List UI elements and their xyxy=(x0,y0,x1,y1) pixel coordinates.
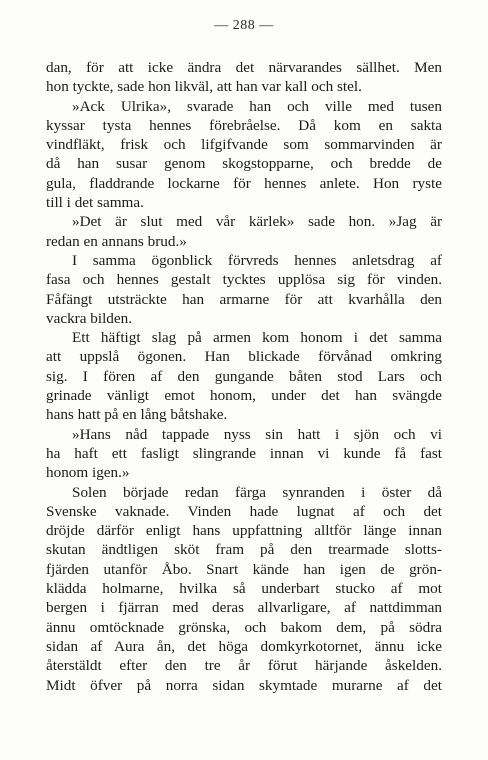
body-text xyxy=(46,58,442,695)
text-line: Svenske vaknade. Vinden hade lugnat af och det xyxy=(46,502,442,520)
text-line: återstäldt efter den tre år förut härjande åskelden. xyxy=(46,657,442,675)
text-line: Ett häftigt slag på armen kom honom i det samma xyxy=(72,329,442,347)
text-line: vackra bilden. xyxy=(46,309,133,327)
text-line: gula, fladdrande lockarne för hennes anlete. Hon ryste xyxy=(46,174,442,192)
text-line: sidan af Aura ån, det höga domkyrkotornet, ännu icke xyxy=(46,637,442,655)
text-line: klädda holmarne, hvilka så underbart stucko af mot xyxy=(46,580,442,598)
text-line: honom igen.» xyxy=(46,464,130,482)
text-line: fasa och hennes gestalt tycktes upplösa sig för vinden. xyxy=(46,271,442,289)
text-line: I samma ögonblick förvreds hennes anletsdrag af xyxy=(72,251,442,269)
text-line: Solen började redan färga synranden i öster då xyxy=(72,483,442,501)
text-line: »Hans nåd tappade nyss sin hatt i sjön och vi xyxy=(72,425,442,443)
text-line: »Ack Ulrika», svarade han och ville med tusen xyxy=(72,97,442,115)
text-line: vindfläkt, frisk och lifgifvande som sommarvinden är xyxy=(46,136,442,154)
text-line: dröjde därför enligt hans uppfattning alltför länge innan xyxy=(46,522,442,540)
text-line: »Det är slut med vår kärlek» sade hon. »Jag är xyxy=(72,213,442,231)
text-line: bergen i fjärran med deras allvarligare, af nattdimman xyxy=(46,599,442,617)
text-line: ha haft ett fasligt slingrande innan vi kunde få fast xyxy=(46,444,442,462)
text-line: fjärden utanför Åbo. Snart kände han igen de grön- xyxy=(46,560,442,578)
text-line: då han susar genom skogstopparne, och bredde de xyxy=(46,155,442,173)
text-line: hans hatt på en lång båtshake. xyxy=(46,406,228,424)
text-line: sig. I fören af den gungande båten stod Lars och xyxy=(46,367,442,385)
text-line: grinade vänligt emot honom, under det han svängde xyxy=(46,387,442,405)
page-number: — 288 — xyxy=(214,18,274,33)
text-line: hon tyckte, sade hon likväl, att han var kall och stel. xyxy=(46,78,362,96)
text-line: Fåfängt utsträckte han armarne för att kvarhålla den xyxy=(46,290,442,308)
text-line: ännu omtöcknade grönska, och bakom dem, på södra xyxy=(46,618,442,636)
text-line: till i det samma. xyxy=(46,194,144,212)
text-line: skutan ändtligen sköt fram på den trearmade slotts- xyxy=(46,541,442,559)
text-line: dan, för att icke ändra det närvarandes sällhet. Men xyxy=(46,59,442,76)
text-line: kyssar tysta hennes förebråelse. Då kom en sakta xyxy=(46,116,442,134)
text-line: Midt öfver på norra sidan skymtade murarne af det xyxy=(46,676,442,694)
text-line: redan en annans brud.» xyxy=(46,232,187,250)
text-line: att uppslå ögonen. Han blickade förvånad omkring xyxy=(46,348,442,366)
